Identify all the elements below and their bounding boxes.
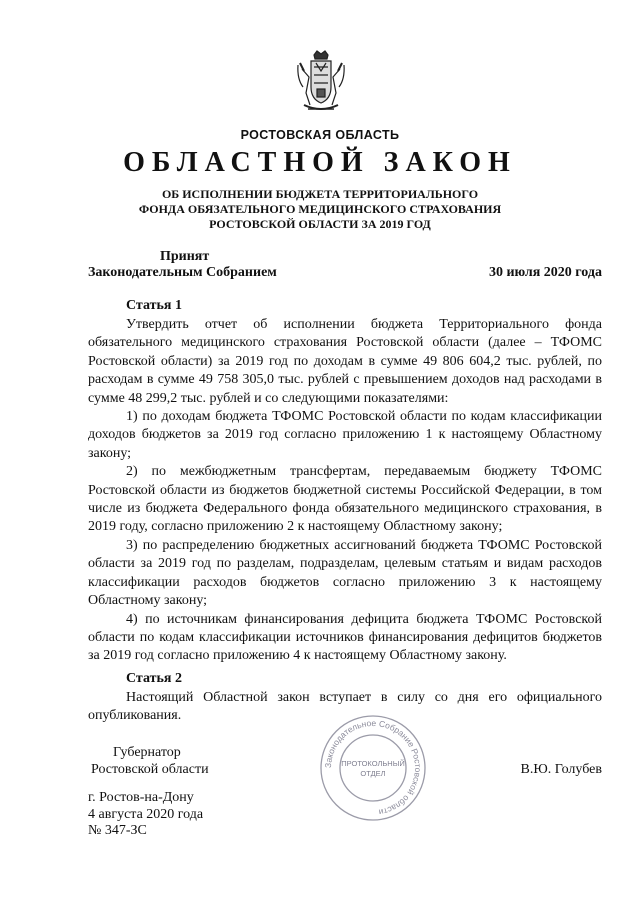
coat-of-arms-icon xyxy=(294,49,348,115)
law-title-line: РОСТОВСКОЙ ОБЛАСТИ ЗА 2019 ГОД xyxy=(209,217,431,231)
region-name: РОСТОВСКАЯ ОБЛАСТЬ xyxy=(240,128,400,142)
article-1-heading: Статья 1 xyxy=(126,298,182,313)
law-title xyxy=(0,187,640,232)
article-2-text: Настоящий Областной закон вступает в силу со дня его официального опубликования. xyxy=(88,690,602,724)
stamp-seal-icon xyxy=(318,713,428,823)
document-type-heading: ОБЛАСТНОЙ ЗАКОН xyxy=(123,147,517,178)
article-1-intro: Утвердить отчет об исполнении бюджета Территориального фонда обязательного медицинского страхования Ростовской области (далее – ТФОМС Ростовской области) за 2019 год по доходам в сумме 49 806 604,2 тыс. рублей, по расходам в сумме 49 758 305,0 тыс. рублей с превышением доходов над расходами в сумме 48 299,2 тыс. рублей и со следующими показателями: xyxy=(88,317,602,406)
adoption-label: Принят xyxy=(160,249,210,264)
article-1-item: 1) по доходам бюджета ТФОМС Ростовской области по кодам классификации доходов бюджетов за 2019 год согласно приложению 1 к настоящему Областному закону; xyxy=(88,409,602,461)
article-1-item: 3) по распределению бюджетных ассигнований бюджета ТФОМС Ростовской области за 2019 год по разделам, подразделам, целевым статьям и видам расходов классификации расходов бюджетов согласно приложению 3 к настоящему Областному закону; xyxy=(88,537,602,609)
adoption-body: Законодательным Собранием xyxy=(88,265,277,280)
law-title-line: ФОНДА ОБЯЗАТЕЛЬНОГО МЕДИЦИНСКОГО СТРАХОВАНИЯ xyxy=(138,202,502,216)
article-1-item: 2) по межбюджетным трансфертам, передаваемым бюджету ТФОМС Ростовской области из бюджетов бюджетной системы Российской Федерации, в том числе из бюджета Федерального фонда обязательного медицинского страхования, в 2019 году, согласно приложению 2 к настоящему Областному закону; xyxy=(88,464,602,535)
law-number: № 347-ЗС xyxy=(88,823,147,838)
adoption-date: 30 июля 2020 года xyxy=(488,265,602,280)
stamp-inner-line: ОТДЕЛ xyxy=(360,769,386,778)
stamp-outer-text: Законодательное Собрание Ростовской области xyxy=(322,717,424,818)
city: г. Ростов-на-Дону xyxy=(88,790,194,805)
signer-name: В.Ю. Голубев xyxy=(520,762,602,777)
article-2-heading: Статья 2 xyxy=(126,671,182,686)
stamp-inner-line: ПРОТОКОЛЬНЫЙ xyxy=(341,759,405,768)
law-title-line: ОБ ИСПОЛНЕНИИ БЮДЖЕТА ТЕРРИТОРИАЛЬНОГО xyxy=(161,187,479,201)
article-1-body xyxy=(88,316,602,666)
signing-date: 4 августа 2020 года xyxy=(88,806,204,822)
signer-region: Ростовской области xyxy=(91,762,209,777)
signer-title: Губернатор xyxy=(113,745,181,760)
article-1-item: 4) по источникам финансирования дефицита бюджета ТФОМС Ростовской области по кодам классификации источников финансирования дефицитов бюджетов за 2019 год согласно приложению 4 к настоящему Областному закону. xyxy=(88,611,602,664)
place-and-date xyxy=(88,790,203,840)
